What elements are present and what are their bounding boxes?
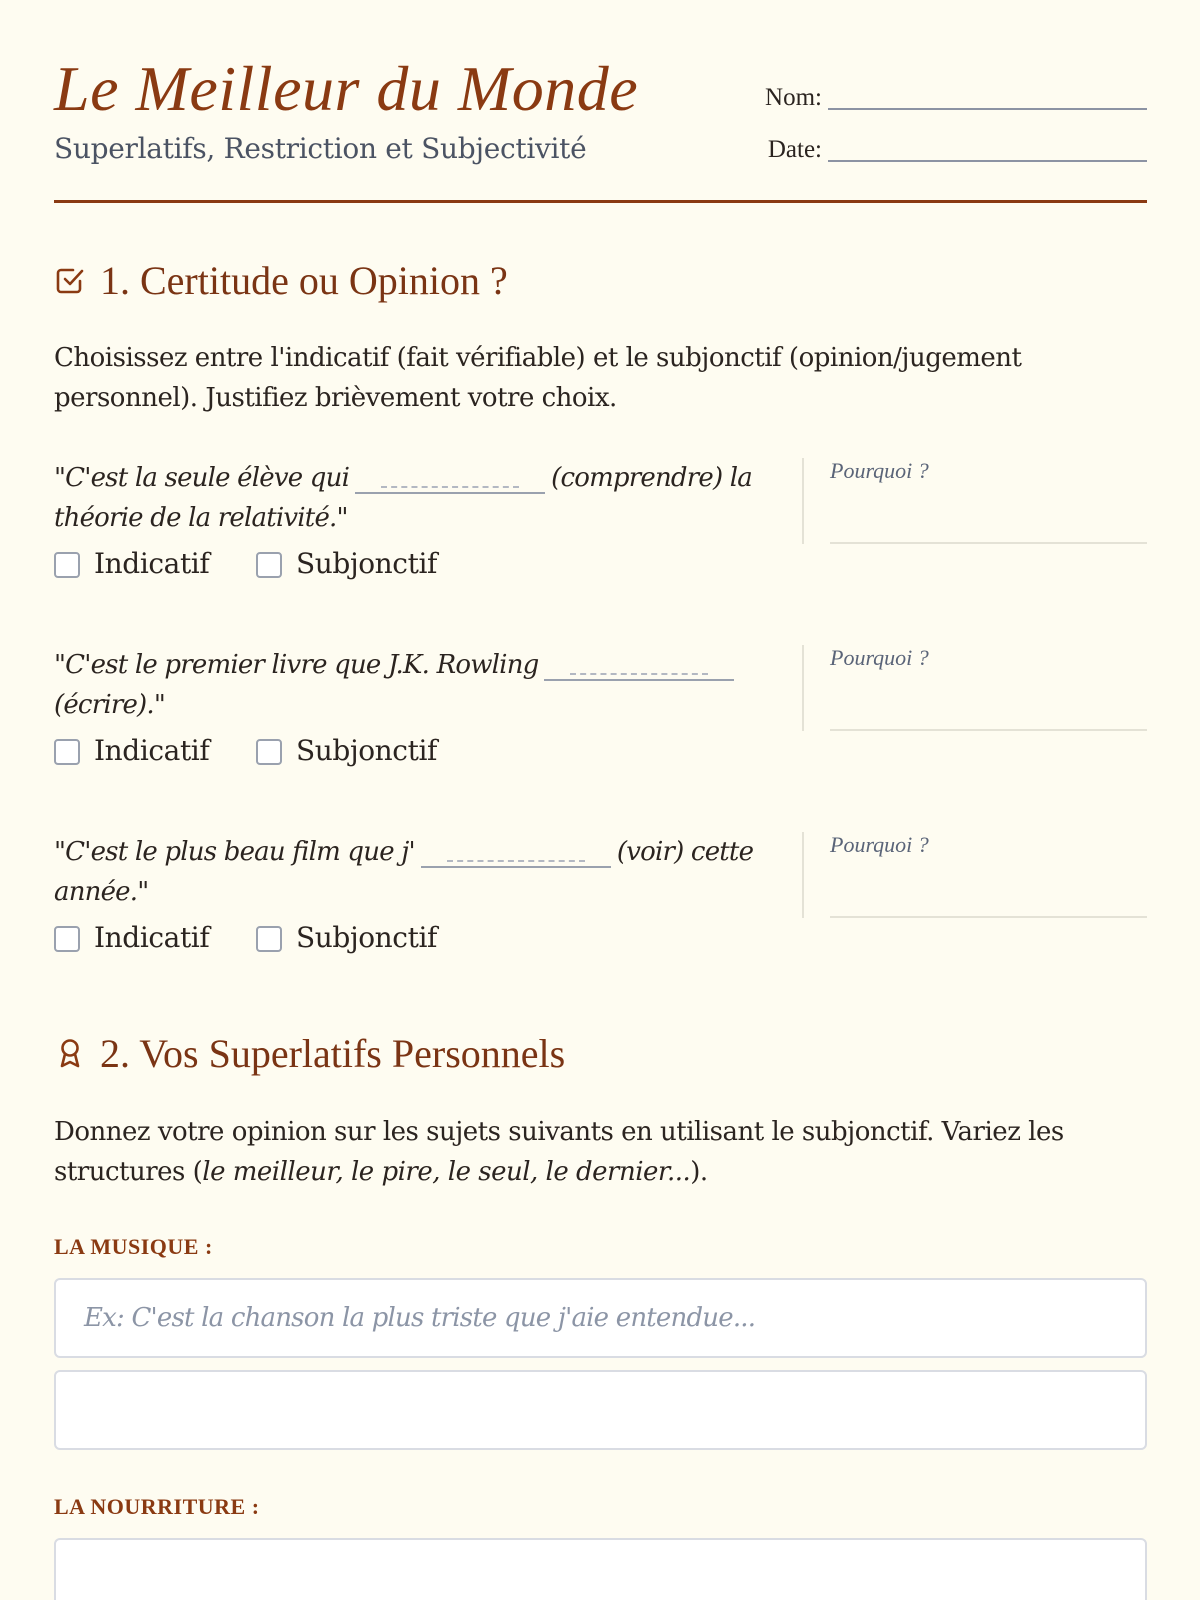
question-3-verb: (voir) cette (616, 837, 754, 867)
header-divider (54, 200, 1147, 203)
date-line[interactable] (828, 160, 1147, 162)
section1-instructions: Choisissez entre l'indicatif (fait vérifiable) et le subjonctif (opinion/jugement personnel). Justifiez brièvement votre choix. (54, 343, 1022, 413)
name-line[interactable] (828, 108, 1147, 110)
nourriture-input[interactable] (54, 1538, 1147, 1600)
worksheet-page (54, 0, 1147, 1600)
page-subtitle: Superlatifs, Restriction et Subjectivité (54, 132, 587, 165)
checkbox[interactable] (256, 552, 282, 578)
why-line[interactable] (830, 542, 1147, 544)
option-label: Indicatif (94, 734, 210, 767)
checkbox[interactable] (54, 552, 80, 578)
checkbox-checked-icon (54, 264, 86, 296)
question-3-after: année." (54, 877, 149, 907)
question-2-why-field[interactable] (802, 645, 1147, 731)
section1-title-text: 1. Certitude ou Opinion ? (100, 258, 508, 303)
instructions-main: Donnez votre opinion sur les sujets suivants en utilisant le subjonctif. Variez les structures ( (54, 1117, 1064, 1187)
question-2-text (54, 645, 764, 725)
question-1-text (54, 458, 764, 538)
option-label: Subjonctif (296, 921, 437, 954)
instructions-end: ). (690, 1157, 708, 1187)
question-1 (54, 458, 1147, 608)
instructions-examples: le meilleur, le pire, le seul, le dernier... (202, 1157, 691, 1187)
why-label: Pourquoi ? (830, 645, 929, 670)
checkbox[interactable] (54, 739, 80, 765)
award-icon (54, 1037, 86, 1069)
name-label: Nom: (765, 84, 822, 111)
question-2-before: "C'est le premier livre que J.K. Rowling (54, 650, 539, 680)
why-label: Pourquoi ? (830, 832, 929, 857)
option-label: Subjonctif (296, 734, 437, 767)
name-field[interactable] (744, 84, 1147, 114)
page-title: Le Meilleur du Monde (54, 53, 639, 124)
question-2-blank[interactable] (544, 651, 734, 681)
field-label-musique: LA MUSIQUE : (54, 1234, 213, 1259)
option-label: Indicatif (94, 921, 210, 954)
why-line[interactable] (830, 916, 1147, 918)
question-3 (54, 832, 1147, 982)
option-label: Indicatif (94, 547, 210, 580)
question-1-verb: (comprendre) la (551, 463, 753, 493)
question-3-before: "C'est le plus beau film que j' (54, 837, 415, 867)
checkbox[interactable] (54, 926, 80, 952)
musique-input-extra[interactable] (54, 1370, 1147, 1450)
question-2 (54, 645, 1147, 795)
checkbox[interactable] (256, 739, 282, 765)
question-3-blank[interactable] (421, 838, 611, 868)
option-label: Subjonctif (296, 547, 437, 580)
section2-instructions (54, 1112, 1114, 1192)
section1-title (54, 257, 508, 304)
date-field[interactable] (744, 136, 1147, 166)
header (54, 52, 1147, 202)
question-1-blank[interactable] (355, 464, 545, 494)
date-label: Date: (767, 136, 822, 163)
question-2-after: (écrire)." (54, 690, 166, 720)
question-1-after: théorie de la relativité." (54, 503, 348, 533)
musique-input[interactable]: Ex: C'est la chanson la plus triste que j'aie entendue... (54, 1278, 1147, 1358)
why-line[interactable] (830, 729, 1147, 731)
question-3-why-field[interactable] (802, 832, 1147, 918)
question-3-text (54, 832, 764, 912)
question-1-before: "C'est la seule élève qui (54, 463, 350, 493)
why-label: Pourquoi ? (830, 458, 929, 483)
field-label-nourriture: LA NOURRITURE : (54, 1494, 260, 1519)
section2-title-text: 2. Vos Superlatifs Personnels (100, 1031, 566, 1076)
checkbox[interactable] (256, 926, 282, 952)
question-1-why-field[interactable] (802, 458, 1147, 544)
section2-title (54, 1030, 565, 1077)
